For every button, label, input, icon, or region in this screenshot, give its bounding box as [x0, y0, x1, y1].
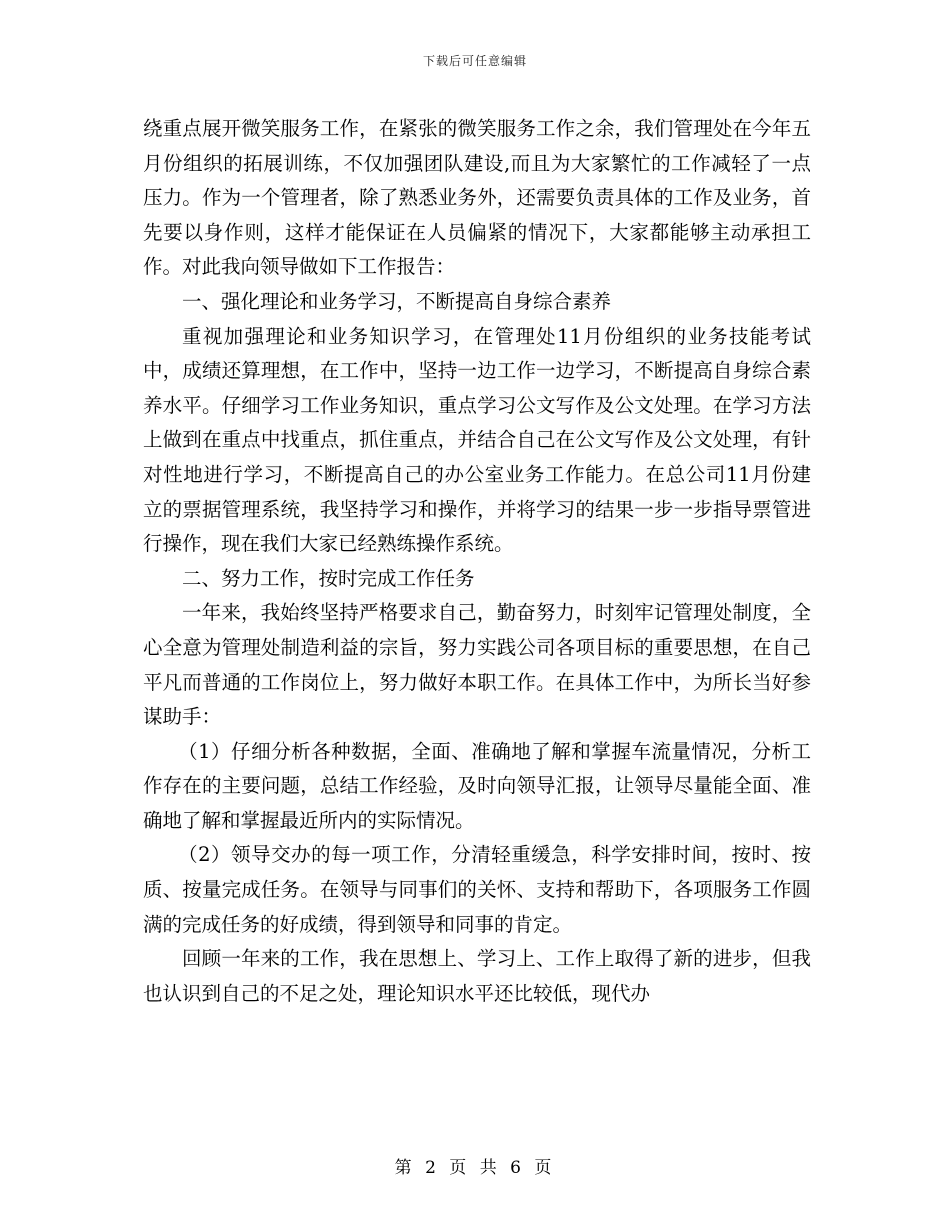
paragraph-work: 一年来，我始终坚持严格要求自己，勤奋努力，时刻牢记管理处制度，全心全意为管理处制造利益的宗旨，努力实践公司各项目标的重要思想，在自己平凡而普通的工作岗位上，努力做好本职工作。在具体工作中，为所长当好参谋助手： — [143, 601, 811, 729]
document-body — [143, 112, 811, 1011]
paragraph-review: 回顾一年来的工作，我在思想上、学习上、工作上取得了新的进步，但我也认识到自己的不足之处，理论知识水平还比较低，现代办 — [143, 947, 811, 1005]
paragraph-intro: 绕重点展开微笑服务工作，在紧张的微笑服务工作之余，我们管理处在今年五月份组织的拓展训练，不仅加强团队建设,而且为大家繁忙的工作减轻了一点压力。作为一个管理者，除了熟悉业务外，还需要负责具体的工作及业务，首先要以身作则，这样才能保证在人员偏紧的情况下，大家都能够主动承担工作。对此我向领导做如下工作报告： — [143, 117, 811, 279]
list-item-2: （2）领导交办的每一项工作，分清轻重缓急，科学安排时间，按时、按质、按量完成任务。在领导与同事们的关怀、支持和帮助下，各项服务工作圆满的完成任务的好成绩，得到领导和同事的肯定。 — [143, 843, 811, 936]
section-heading-1: 一、强化理论和业务学习，不断提高自身综合素养 — [182, 289, 612, 313]
paragraph-study: 重视加强理论和业务知识学习，在管理处11月份组织的业务技能考试中，成绩还算理想，在工作中，坚持一边工作一边学习，不断提高自身综合素养水平。仔细学习工作业务知识，重点学习公文写作及公文处理。在学习方法上做到在重点中找重点，抓住重点，并结合自己在公文写作及公文处理，有针对性地进行学习，不断提高自己的办公室业务工作能力。在总公司11月份建立的票据管理系统，我坚持学习和操作，并将学习的结果一步一步指导票管进行操作，现在我们大家已经熟练操作系统。 — [143, 324, 811, 556]
page-number: 第 2 页 共 6 页 — [394, 1158, 556, 1178]
list-item-1: （1）仔细分析各种数据，全面、准确地了解和掌握车流量情况，分析工作存在的主要问题，总结工作经验，及时向领导汇报，让领导尽量能全面、准确地了解和掌握最近所内的实际情况。 — [143, 739, 811, 832]
section-heading-2: 二、努力工作，按时完成工作任务 — [182, 566, 475, 590]
page-header-note: 下载后可任意编辑 — [422, 54, 527, 68]
